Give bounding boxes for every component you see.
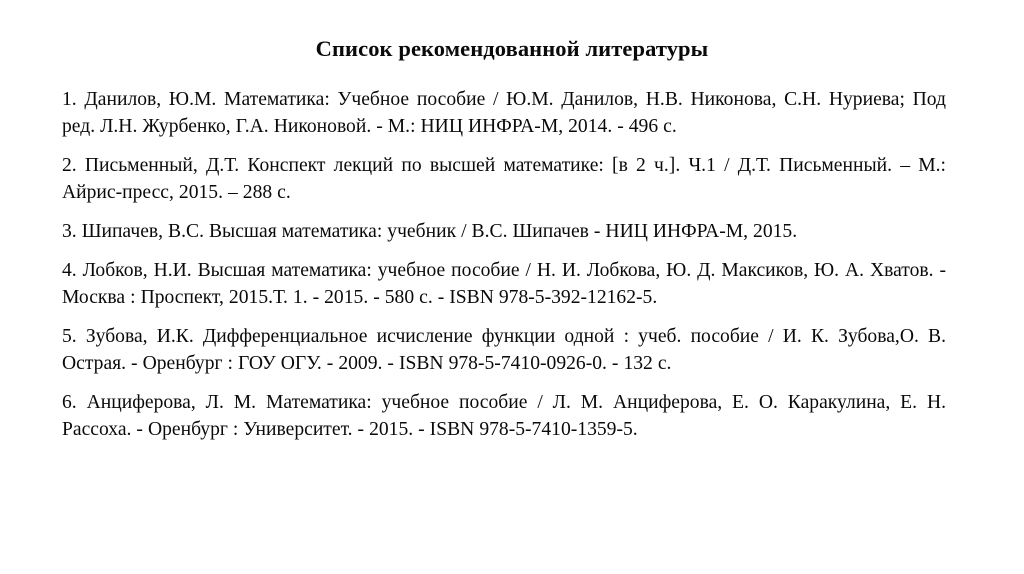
- reference-entry-1: 1. Данилов, Ю.М. Математика: Учебное пособие / Ю.М. Данилов, Н.В. Никонова, С.Н. Нуриева; Под ред. Л.Н. Журбенко, Г.А. Никоновой. - М.: НИЦ ИНФРА-М, 2014. - 496 с.: [62, 89, 946, 137]
- reference-entry-4: 4. Лобков, Н.И. Высшая математика: учебное пособие / Н. И. Лобкова, Ю. Д. Максиков, Ю. А. Хватов. - Москва : Проспект, 2015.Т. 1. - 2015. - 580 с. - ISBN 978-5-392-12162-5.: [62, 260, 946, 308]
- page-title: Список рекомендованной литературы: [315, 36, 709, 61]
- reference-entry-3: 3. Шипачев, В.С. Высшая математика: учебник / В.С. Шипачев - НИЦ ИНФРА-М, 2015.: [62, 221, 798, 242]
- reference-entry-5: 5. Зубова, И.К. Дифференциальное исчисление функции одной : учеб. пособие / И. К. Зубова,О. В. Острая. - Оренбург : ГОУ ОГУ. - 2009. - ISBN 978-5-7410-0926-0. - 132 с.: [62, 326, 946, 374]
- reference-entry-6: 6. Анциферова, Л. М. Математика: учебное пособие / Л. М. Анциферова, Е. О. Каракулина, Е. Н. Рассоха. - Оренбург : Университет. - 2015. - ISBN 978-5-7410-1359-5.: [62, 392, 946, 440]
- reference-entry-2: 2. Письменный, Д.Т. Конспект лекций по высшей математике: [в 2 ч.]. Ч.1 / Д.Т. Письменный. – М.: Айрис-пресс, 2015. – 288 с.: [62, 155, 946, 203]
- reference-list: [62, 86, 946, 443]
